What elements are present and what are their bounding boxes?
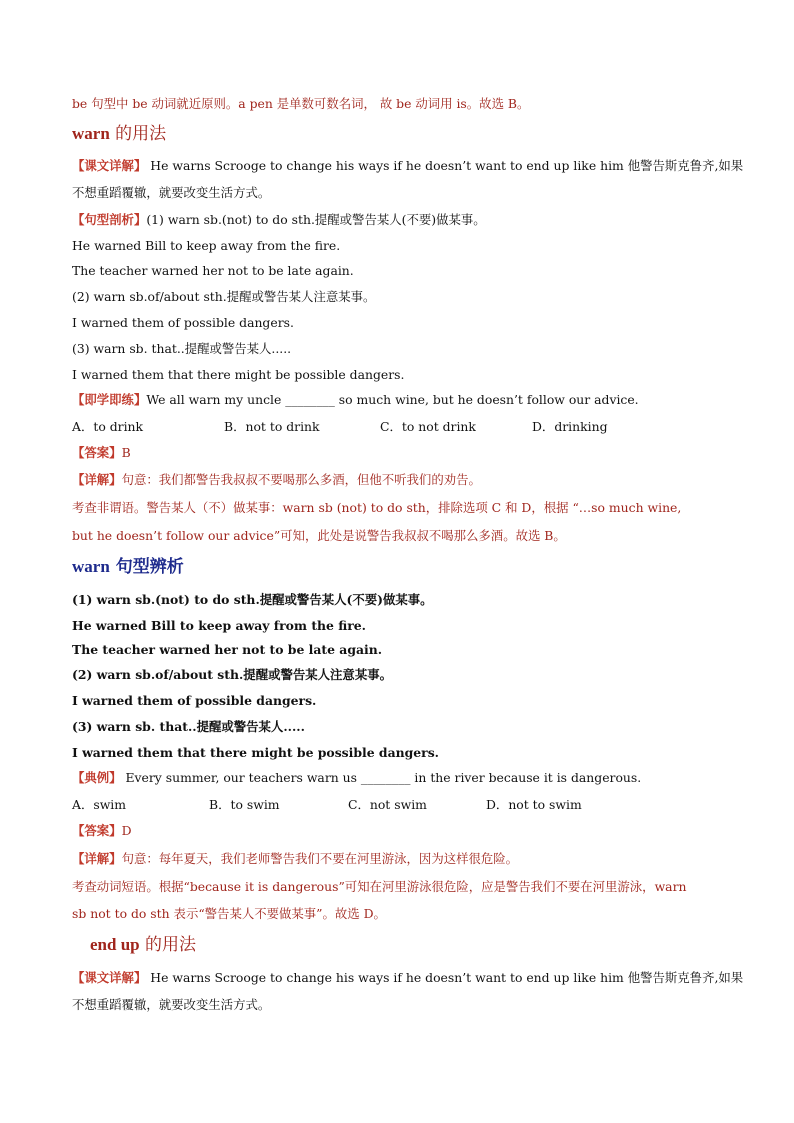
typical-example-text: Every summer, our teachers warn us ________ in the river because it is dangerous. — [121, 770, 642, 785]
answer-value: B — [121, 445, 131, 460]
option-b: B．not to drink — [224, 419, 320, 434]
text-explanation-tag: 【课文详解】 — [72, 970, 147, 985]
intro-note: be 句型中 be 动词就近原则。a pen 是单数可数名词， 故 be 动词用 is。故选 B。 — [72, 96, 530, 111]
practice-question — [72, 392, 639, 408]
detail-line-2: 考查非谓语。警告某人（不）做某事：warn sb (not) to do sth，排除选项 C 和 D，根据 “…so much wine, — [72, 500, 682, 515]
detail-tag: 【详解】 — [72, 851, 122, 866]
pattern-analysis-line — [72, 212, 486, 228]
detail-tag: 【详解】 — [72, 472, 122, 487]
pattern-1: (1) warn sb.(not) to do sth.提醒或警告某人(不要)做某事。 — [146, 212, 486, 227]
pattern-2-bold: (2) warn sb.of/about sth.提醒或警告某人注意某事。 — [72, 667, 392, 682]
practice-options — [72, 419, 732, 435]
example-3-bold: I warned them that there might be possible dangers. — [72, 745, 439, 760]
text-explanation-line-3-2: 不想重蹈覆辙，就要改变生活方式。 — [72, 997, 271, 1012]
option-a: A．to drink — [72, 419, 144, 434]
example-1a: He warned Bill to keep away from the fire. — [72, 238, 341, 253]
example-1b: The teacher warned her not to be late again. — [72, 263, 354, 278]
option-b: B．to swim — [209, 797, 280, 812]
pattern-2: (2) warn sb.of/about sth.提醒或警告某人注意某事。 — [72, 289, 376, 304]
heading-text: 的用法 — [139, 935, 197, 955]
heading-keyword: warn — [72, 557, 110, 576]
pattern-3-bold: (3) warn sb. that..提醒或警告某人..... — [72, 719, 305, 734]
option-d: D．drinking — [532, 419, 608, 434]
text-explanation-line-1 — [72, 158, 743, 174]
pattern-3: (3) warn sb. that..提醒或警告某人..... — [72, 341, 292, 356]
heading-keyword: end up — [90, 935, 140, 954]
example-2: I warned them of possible dangers. — [72, 315, 294, 330]
detail-line-1 — [72, 472, 481, 488]
answer-line — [72, 445, 131, 461]
text-explanation-tag: 【课文详解】 — [72, 158, 147, 173]
section-heading-warn-usage — [72, 123, 166, 145]
detail-line-2-2: 考查动词短语。根据“because it is dangerous”可知在河里游泳很危险，应是警告我们不要在河里游泳，warn — [72, 879, 687, 894]
answer-line-2 — [72, 823, 132, 839]
detail-line-2-3: sb not to do sth 表示“警告某人不要做某事”。故选 D。 — [72, 906, 386, 921]
detail-text: 句意：我们都警告我叔叔不要喝那么多酒，但他不听我们的劝告。 — [121, 472, 481, 487]
pattern-1-bold: (1) warn sb.(not) to do sth.提醒或警告某人(不要)做某事。 — [72, 592, 433, 607]
heading-text: 的用法 — [109, 124, 167, 144]
option-a: A．swim — [72, 797, 127, 812]
detail-text: 句意：每年夏天，我们老师警告我们不要在河里游泳，因为这样很危险。 — [121, 851, 519, 866]
answer-value: D — [121, 823, 132, 838]
text-explanation-line-2: 不想重蹈覆辙，就要改变生活方式。 — [72, 185, 271, 200]
answer-tag: 【答案】 — [72, 445, 122, 460]
text-explanation-content: He warns Scrooge to change his ways if he doesn’t want to end up like him 他警告斯克鲁齐,如果 — [146, 158, 744, 173]
text-explanation-content: He warns Scrooge to change his ways if he doesn’t want to end up like him 他警告斯克鲁齐,如果 — [146, 970, 744, 985]
example-1a-bold: He warned Bill to keep away from the fire. — [72, 618, 366, 633]
text-explanation-line-3-1 — [72, 970, 743, 986]
detail-line-3: but he doesn’t follow our advice”可知，此处是说警告我叔叔不喝那么多酒。故选 B。 — [72, 528, 566, 543]
pattern-analysis-tag: 【句型剖析】 — [72, 212, 147, 227]
practice-tag: 【即学即练】 — [72, 392, 147, 407]
section-heading-end-up-usage — [90, 934, 196, 956]
example-1b-bold: The teacher warned her not to be late again. — [72, 642, 383, 657]
answer-tag: 【答案】 — [72, 823, 122, 838]
example-options — [72, 797, 732, 813]
option-c: C．not swim — [348, 797, 427, 812]
option-d: D．not to swim — [486, 797, 582, 812]
detail-line-2-1 — [72, 851, 518, 867]
example-3: I warned them that there might be possible dangers. — [72, 367, 405, 382]
heading-text: 句型辨析 — [109, 557, 184, 577]
section-heading-warn-patterns — [72, 556, 184, 578]
typical-example-tag: 【典例】 — [72, 770, 122, 785]
practice-question-text: We all warn my uncle ________ so much wine, but he doesn’t follow our advice. — [146, 392, 639, 407]
heading-keyword: warn — [72, 124, 110, 143]
example-2-bold: I warned them of possible dangers. — [72, 693, 317, 708]
typical-example-question — [72, 770, 641, 786]
option-c: C．to not drink — [380, 419, 476, 434]
